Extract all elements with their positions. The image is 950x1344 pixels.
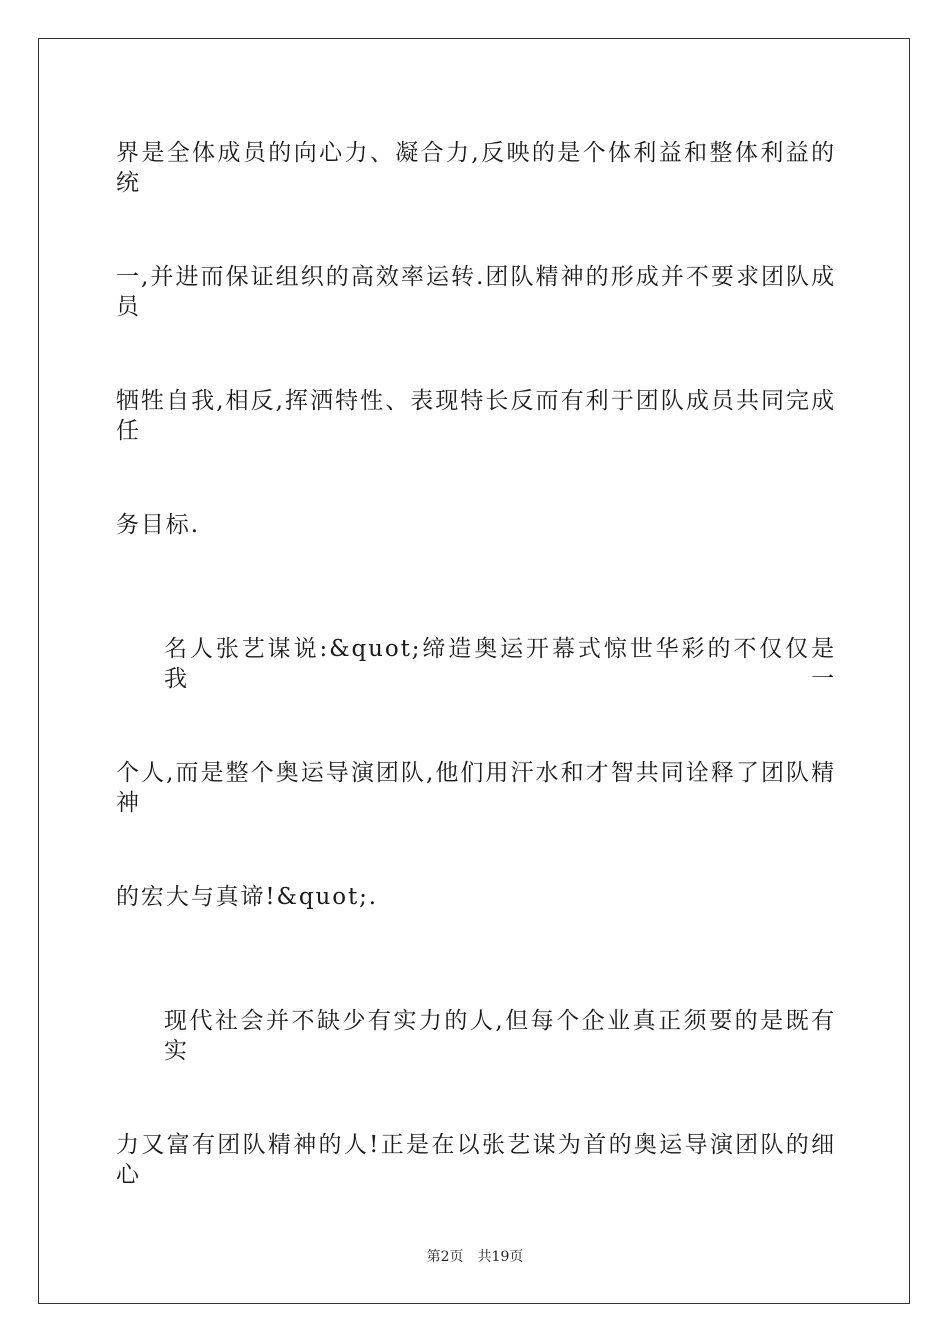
body-line-9: 力又富有团队精神的人!正是在以张艺谋为首的奥运导演团队的细心: [116, 1132, 836, 1188]
body-line-5: 名人张艺谋说:&quot;缔造奥运开幕式惊世华彩的不仅仅是我一: [164, 636, 836, 692]
page-footer: [0, 1248, 950, 1266]
body-line-8: 现代社会并不缺少有实力的人,但每个企业真正须要的是既有实: [164, 1008, 836, 1064]
page-number: 第2页: [426, 1249, 464, 1265]
body-line-2: 一,并进而保证组织的高效率运转.团队精神的形成并不要求团队成员: [116, 264, 836, 320]
body-line-7: 的宏大与真谛!&quot;.: [116, 884, 379, 910]
body-line-6: 个人,而是整个奥运导演团队,他们用汗水和才智共同诠释了团队精神: [116, 760, 836, 816]
body-line-4: 务目标.: [116, 512, 200, 538]
body-line-1: 界是全体成员的向心力、凝合力,反映的是个体利益和整体利益的统: [116, 140, 836, 196]
page-total: 共19页: [477, 1249, 524, 1265]
body-line-3: 牺牲自我,相反,挥洒特性、表现特长反而有利于团队成员共同完成任: [116, 388, 836, 444]
